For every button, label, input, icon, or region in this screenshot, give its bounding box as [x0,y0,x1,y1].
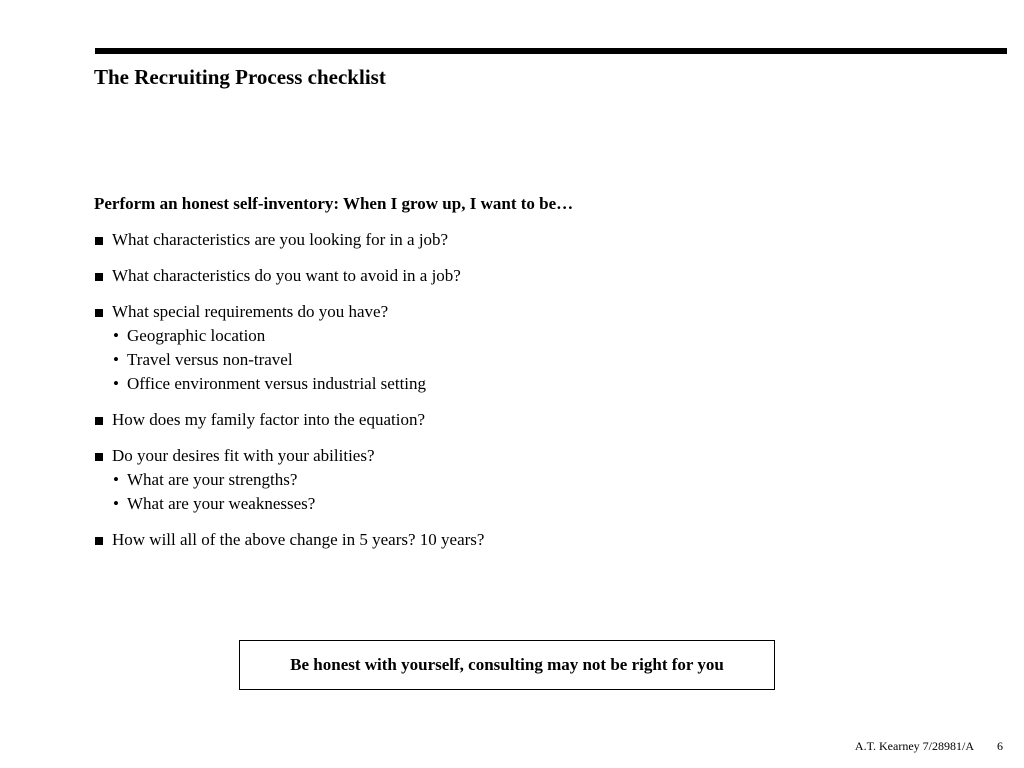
dot-bullet-icon: • [113,374,119,393]
sub-list [94,324,794,396]
sub-list-item-text: What are your strengths? [127,470,298,489]
checklist-item-text: How will all of the above change in 5 years? 10 years? [112,530,485,549]
sub-list-item-text: Office environment versus industrial setting [127,374,427,393]
square-bullet-icon [95,309,103,317]
sub-list-item-text: Travel versus non-travel [127,350,293,369]
checklist-item [94,264,794,288]
checklist-item [94,528,794,552]
checklist-item [94,300,794,396]
square-bullet-icon [95,237,103,245]
checklist-item [94,408,794,432]
sub-list-item-text: Geographic location [127,326,266,345]
lead-statement: Perform an honest self-inventory: When I grow up, I want to be… [94,194,574,213]
square-bullet-icon [95,273,103,281]
dot-bullet-icon: • [113,470,119,489]
sub-list-item [112,372,794,396]
sub-list-item-text: What are your weaknesses? [127,494,316,513]
square-bullet-icon [95,453,103,461]
footer-reference: A.T. Kearney 7/28981/A [854,739,974,753]
dot-bullet-icon: • [113,494,119,513]
checklist-item-text: Do your desires fit with your abilities? [112,446,375,465]
footer [855,739,1003,753]
square-bullet-icon [95,417,103,425]
sub-list-item [112,468,794,492]
sub-list [94,468,794,516]
dot-bullet-icon: • [113,350,119,369]
checklist-item [94,444,794,516]
slide-body [94,192,794,564]
page-number: 6 [997,739,1003,753]
checklist-item-text: What characteristics are you looking for in a job? [112,230,449,249]
page-title: The Recruiting Process checklist [94,65,386,89]
callout-box [239,640,775,690]
callout-text: Be honest with yourself, consulting may not be right for you [290,655,724,674]
checklist-item-text: What special requirements do you have? [112,302,389,321]
sub-list-item [112,492,794,516]
title-rule [95,48,1007,54]
square-bullet-icon [95,537,103,545]
checklist [94,228,794,552]
checklist-item-text: What characteristics do you want to avoid in a job? [112,266,461,285]
sub-list-item [112,324,794,348]
sub-list-item [112,348,794,372]
checklist-item [94,228,794,252]
checklist-item-text: How does my family factor into the equation? [112,410,425,429]
dot-bullet-icon: • [113,326,119,345]
